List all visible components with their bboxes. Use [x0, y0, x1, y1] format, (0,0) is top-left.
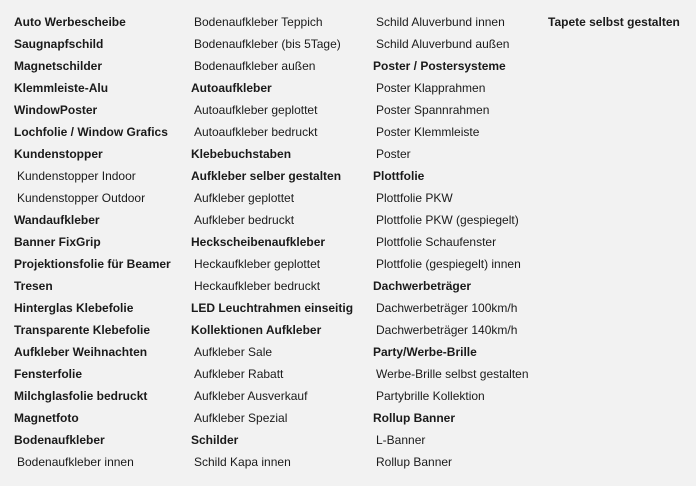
menu-subcategory-link[interactable]: Plottfolie Schaufenster — [376, 235, 497, 249]
menu-subcategory-link[interactable]: Aufkleber geplottet — [194, 191, 295, 205]
menu-category-link[interactable]: Milchglasfolie bedruckt — [14, 389, 148, 403]
menu-category-link[interactable]: Hinterglas Klebefolie — [14, 301, 134, 315]
menu-subcategory-link[interactable]: Aufkleber Sale — [194, 345, 273, 359]
menu-category-link[interactable]: Poster / Postersysteme — [373, 59, 506, 73]
menu-category-link[interactable]: Tresen — [14, 279, 53, 293]
menu-subcategory-link[interactable]: Kundenstopper Outdoor — [17, 191, 146, 205]
menu-subcategory-link[interactable]: Schild Kapa innen — [194, 455, 291, 469]
menu-category-link[interactable]: Fensterfolie — [14, 367, 83, 381]
menu-subcategory-link[interactable]: Heckaufkleber bedruckt — [194, 279, 321, 293]
menu-category-link[interactable]: Transparente Klebefolie — [14, 323, 151, 337]
menu-category-link[interactable]: Kollektionen Aufkleber — [191, 323, 322, 337]
menu-subcategory-link[interactable]: Poster — [376, 147, 411, 161]
menu-category-link[interactable]: Heckscheibenaufkleber — [191, 235, 326, 249]
menu-subcategory-link[interactable]: Aufkleber Ausverkauf — [194, 389, 308, 403]
menu-subcategory-link[interactable]: Kundenstopper Indoor — [17, 169, 136, 183]
menu-column-2 — [191, 11, 353, 473]
menu-category-link[interactable]: Magnetschilder — [14, 59, 103, 73]
menu-subcategory-link[interactable]: Heckaufkleber geplottet — [194, 257, 321, 271]
menu-subcategory-link[interactable]: Bodenaufkleber außen — [194, 59, 316, 73]
menu-category-link[interactable]: Banner FixGrip — [14, 235, 101, 249]
menu-subcategory-link[interactable]: Poster Klapprahmen — [376, 81, 486, 95]
menu-subcategory-link[interactable]: Aufkleber Spezial — [194, 411, 288, 425]
menu-subcategory-link[interactable]: Aufkleber Rabatt — [194, 367, 284, 381]
menu-category-link[interactable]: Wandaufkleber — [14, 213, 100, 227]
menu-category-link[interactable]: Bodenaufkleber — [14, 433, 105, 447]
menu-subcategory-link[interactable]: Poster Spannrahmen — [376, 103, 490, 117]
menu-category-link[interactable]: Aufkleber Weihnachten — [14, 345, 148, 359]
menu-category-link[interactable]: Aufkleber selber gestalten — [191, 169, 342, 183]
menu-subcategory-link[interactable]: Autoaufkleber geplottet — [194, 103, 318, 117]
menu-column-3 — [373, 11, 529, 473]
menu-category-link[interactable]: Auto Werbescheibe — [14, 15, 126, 29]
menu-subcategory-link[interactable]: Plottfolie PKW — [376, 191, 453, 205]
menu-subcategory-link[interactable]: Werbe-Brille selbst gestalten — [376, 367, 529, 381]
menu-column-4 — [548, 11, 680, 33]
menu-subcategory-link[interactable]: Autoaufkleber bedruckt — [194, 125, 318, 139]
menu-category-link[interactable]: Projektionsfolie für Beamer — [14, 257, 171, 271]
menu-category-link[interactable]: Autoaufkleber — [191, 81, 272, 95]
menu-category-link[interactable]: Saugnapfschild — [14, 37, 104, 51]
menu-category-link[interactable]: Tapete selbst gestalten — [548, 15, 680, 29]
menu-subcategory-link[interactable]: Dachwerbeträger 140km/h — [376, 323, 518, 337]
menu-category-link[interactable]: Kundenstopper — [14, 147, 103, 161]
category-menu — [0, 11, 696, 481]
menu-subcategory-link[interactable]: Dachwerbeträger 100km/h — [376, 301, 518, 315]
menu-category-link[interactable]: Schilder — [191, 433, 239, 447]
menu-subcategory-link[interactable]: Bodenaufkleber innen — [17, 455, 134, 469]
menu-category-link[interactable]: Plottfolie — [373, 169, 425, 183]
menu-category-link[interactable]: Magnetfoto — [14, 411, 79, 425]
menu-category-link[interactable]: Klebebuchstaben — [191, 147, 292, 161]
menu-subcategory-link[interactable]: L-Banner — [376, 433, 426, 447]
menu-subcategory-link[interactable]: Schild Aluverbund innen — [376, 15, 505, 29]
menu-subcategory-link[interactable]: Plottfolie (gespiegelt) innen — [376, 257, 521, 271]
menu-category-link[interactable]: WindowPoster — [14, 103, 98, 117]
menu-subcategory-link[interactable]: Schild Aluverbund außen — [376, 37, 510, 51]
menu-subcategory-link[interactable]: Plottfolie PKW (gespiegelt) — [376, 213, 519, 227]
menu-subcategory-link[interactable]: Partybrille Kollektion — [376, 389, 485, 403]
menu-category-link[interactable]: Party/Werbe-Brille — [373, 345, 477, 359]
menu-category-link[interactable]: Lochfolie / Window Grafics — [14, 125, 168, 139]
menu-subcategory-link[interactable]: Bodenaufkleber (bis 5Tage) — [194, 37, 341, 51]
menu-category-link[interactable]: Klemmleiste-Alu — [14, 81, 109, 95]
menu-category-link[interactable]: Rollup Banner — [373, 411, 456, 425]
menu-subcategory-link[interactable]: Aufkleber bedruckt — [194, 213, 295, 227]
menu-subcategory-link[interactable]: Poster Klemmleiste — [376, 125, 480, 139]
menu-category-link[interactable]: LED Leuchtrahmen einseitig — [191, 301, 354, 315]
menu-column-1 — [14, 11, 171, 473]
menu-subcategory-link[interactable]: Bodenaufkleber Teppich — [194, 15, 323, 29]
menu-subcategory-link[interactable]: Rollup Banner — [376, 455, 453, 469]
menu-category-link[interactable]: Dachwerbeträger — [373, 279, 472, 293]
